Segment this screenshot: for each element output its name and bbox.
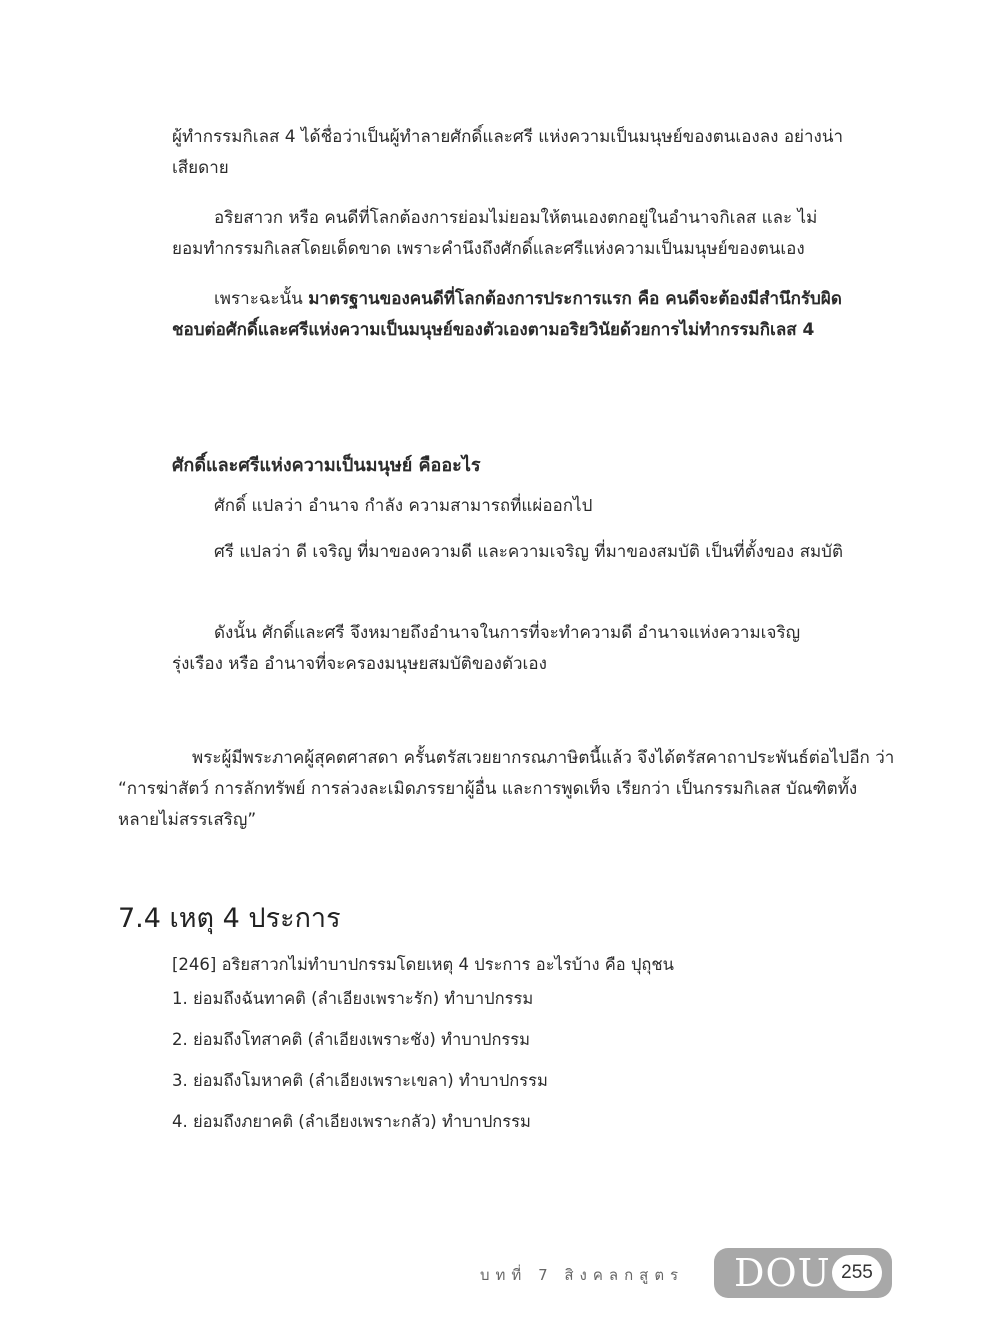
list-item: 1. ย่อมถึงฉันทาคติ (ลำเอียงเพราะรัก) ทำบาปกรรม	[172, 989, 534, 1008]
list-item: 2. ย่อมถึงโทสาคติ (ลำเอียงเพราะชัง) ทำบาปกรรม	[172, 1030, 531, 1049]
footer-chapter: บทที่ 7 สิงคลกสูตร	[480, 1266, 685, 1284]
paragraph-2: อริยสาวก หรือ คนดีที่โลกต้องการย่อมไม่ยอมให้ตนเองตกอยู่ในอำนาจกิเลส และ ไม่ยอมทำกรรมกิเลสโดยเด็ดขาด เพราะคำนึงถึงศักดิ์และศรีแห่งความเป็นมนุษย์ของตนเอง	[172, 208, 818, 259]
paragraph-7: พระผู้มีพระภาคผู้สุคตศาสดา ครั้นตรัสเวยยากรณภาษิตนี้แล้ว จึงได้ตรัสคาถาประพันธ์ต่อไปอีก ว่า “การฆ่าสัตว์ การลักทรัพย์ การล่วงละเมิดภรรยาผู้อื่น และการพูดเท็จ เรียกว่า เป็นกรรมกิเลส บัณฑิตทั้งหลายไม่สรรเสริญ”	[118, 748, 895, 830]
page-number: 255	[832, 1255, 882, 1291]
paragraph-5: ศรี แปลว่า ดี เจริญ ที่มาของความดี และความเจริญ ที่มาของสมบัติ เป็นที่ตั้งของ สมบัติ	[214, 542, 844, 562]
section-title: 7.4 เหตุ 4 ประการ	[118, 903, 341, 934]
list-item: 3. ย่อมถึงโมหาคติ (ลำเอียงเพราะเขลา) ทำบาปกรรม	[172, 1071, 548, 1090]
subheading: ศักดิ์และศรีแห่งความเป็นมนุษย์ คืออะไร	[172, 455, 481, 476]
paragraph-3	[172, 284, 844, 346]
paragraph-3-lead: เพราะฉะนั้น	[214, 289, 309, 309]
paragraph-3-bold: มาตรฐานของคนดีที่โลกต้องการประการแรก คือ คนดีจะต้องมีสำนึกรับผิดชอบต่อศักดิ์และศรีแห่งความเป็นมนุษย์ของตัวเองตามอริยวินัยด้วยการไม่ทำกรรมกิเลส 4	[172, 289, 842, 340]
list-item: 4. ย่อมถึงภยาคติ (ลำเอียงเพราะกลัว) ทำบาปกรรม	[172, 1112, 531, 1131]
paragraph-4: ศักดิ์ แปลว่า อำนาจ กำลัง ความสามารถที่แผ่ออกไป	[214, 496, 593, 516]
paragraph-6: ดังนั้น ศักดิ์และศรี จึงหมายถึงอำนาจในการที่จะทำความดี อำนาจแห่งความเจริญ รุ่งเรือง หรือ อำนาจที่จะครองมนุษยสมบัติของตัวเอง	[172, 623, 801, 674]
paragraph-1: ผู้ทำกรรมกิเลส 4 ได้ชื่อว่าเป็นผู้ทำลายศักดิ์และศรี แห่งความเป็นมนุษย์ของตนเองลง อย่างน่าเสียดาย	[172, 127, 844, 178]
list-item: [246] อริยสาวกไม่ทำบาปกรรมโดยเหตุ 4 ประการ อะไรบ้าง คือ ปุถุชน	[172, 955, 674, 974]
dou-logo: DOU	[734, 1251, 831, 1295]
footer-badge	[714, 1248, 892, 1298]
